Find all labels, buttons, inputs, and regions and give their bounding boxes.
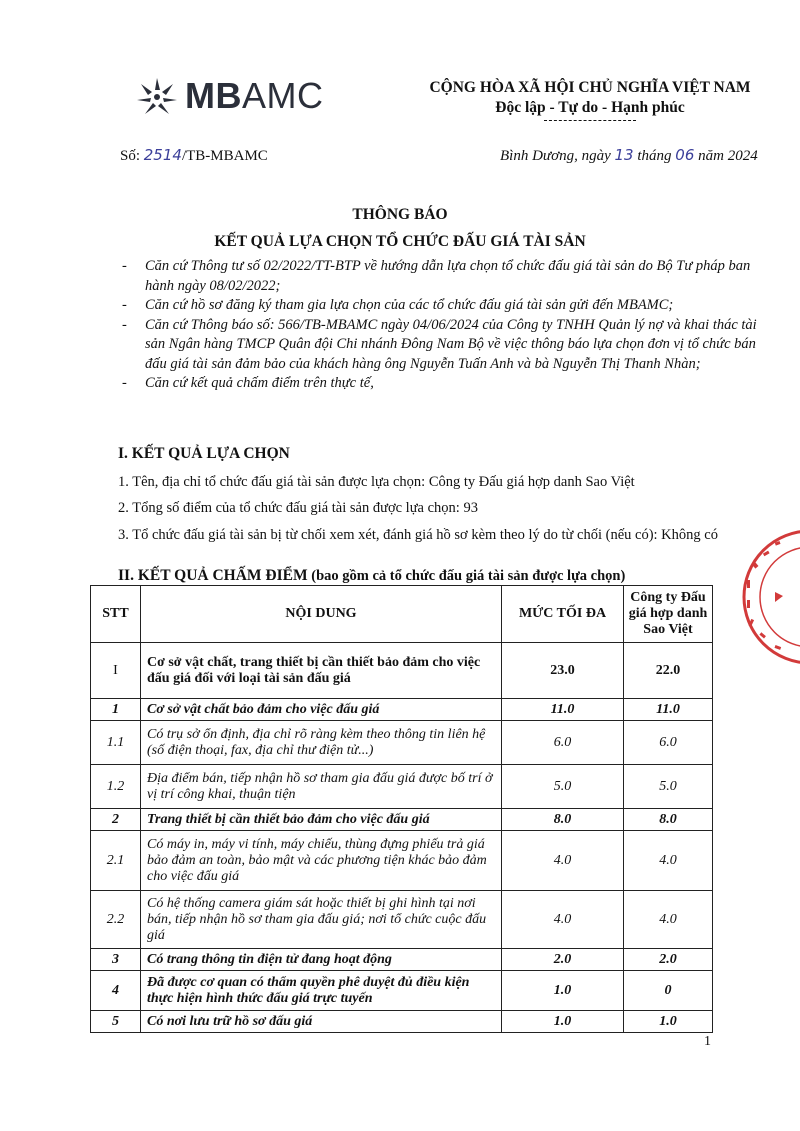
- table-row: [91, 971, 713, 1011]
- cell-content: Cơ sở vật chất, trang thiết bị cần thiết bảo đảm cho việc đấu giá đối với loại tài sản đấu giá: [141, 643, 502, 699]
- nation-motto: Độc lập - Tự do - Hạnh phúc: [495, 99, 685, 116]
- table-header-row: [91, 586, 713, 643]
- cell-company-score: 0: [624, 971, 713, 1011]
- cell-company-score: 1.0: [624, 1011, 713, 1033]
- cell-company-score: 2.0: [624, 949, 713, 971]
- table-row: [91, 809, 713, 831]
- cell-max-score: 6.0: [502, 721, 624, 765]
- result-item-1: 1. Tên, địa chỉ tổ chức đấu giá tài sản được lựa chọn: Công ty Đấu giá hợp danh Sao Việt: [118, 474, 635, 490]
- cell-content: Có nơi lưu trữ hồ sơ đấu giá: [141, 1011, 502, 1033]
- cell-stt: 5: [91, 1011, 141, 1033]
- mbamc-star-icon: [135, 76, 179, 116]
- document-number: Số: 2514/TB-MBAMC: [120, 146, 268, 164]
- cell-content: Có máy in, máy vi tính, máy chiếu, thùng đựng phiếu trả giá bảo đảm an toàn, bảo mật và các phương tiện khác bảo đảm cho việc đấu giá: [141, 831, 502, 891]
- page-number: 1: [704, 1034, 711, 1049]
- cell-content: Trang thiết bị cần thiết bảo đảm cho việc đấu giá: [141, 809, 502, 831]
- cell-stt: 1: [91, 699, 141, 721]
- handwritten-day: 13: [614, 146, 634, 164]
- legal-basis-item: - Căn cứ Thông báo số: 566/TB-MBAMC ngày 04/06/2024 của Công ty TNHH Quản lý nợ và khai thác tài sản Ngân hàng TMCP Quân đội Chi nhánh Đông Nam Bộ về việc thông báo lựa chọn đơn vị tổ chức bán đấu giá tài sản đảm bảo của khách hàng ông Nguyễn Tuấn Anh và bà Nguyễn Thị Thanh Nhàn;: [118, 316, 763, 375]
- cell-company-score: 22.0: [624, 643, 713, 699]
- cell-max-score: 1.0: [502, 1011, 624, 1033]
- section-1-heading: I. KẾT QUẢ LỰA CHỌN: [118, 445, 290, 462]
- cell-stt: 2.2: [91, 891, 141, 949]
- document-subtitle: KẾT QUẢ LỰA CHỌN TỔ CHỨC ĐẤU GIÁ TÀI SẢN: [214, 233, 586, 250]
- cell-stt: 1.2: [91, 765, 141, 809]
- cell-content: Cơ sở vật chất bảo đảm cho việc đấu giá: [141, 699, 502, 721]
- cell-stt: 2: [91, 809, 141, 831]
- document-date: Bình Dương, ngày 13 tháng 06 năm 2024: [500, 146, 758, 164]
- handwritten-month: 06: [675, 146, 695, 164]
- header-max-score: MỨC TỐI ĐA: [502, 586, 624, 643]
- header-content: NỘI DUNG: [141, 586, 502, 643]
- score-table: [90, 585, 713, 1033]
- table-row: [91, 831, 713, 891]
- result-item-3: 3. Tổ chức đấu giá tài sản bị từ chối xem xét, đánh giá hồ sơ kèm theo lý do từ chối (nếu có): Không có: [118, 527, 718, 543]
- cell-max-score: 11.0: [502, 699, 624, 721]
- cell-company-score: 4.0: [624, 891, 713, 949]
- section-2-heading: II. KẾT QUẢ CHẤM ĐIỂM (bao gồm cả tổ chức đấu giá tài sản được lựa chọn): [118, 567, 626, 584]
- logo-text: MBAMC: [185, 75, 324, 116]
- table-row: [91, 721, 713, 765]
- legal-basis-item: - Căn cứ Thông tư số 02/2022/TT-BTP về hướng dẫn lựa chọn tổ chức đấu giá tài sản do Bộ Tư pháp ban hành ngày 08/02/2022;: [118, 257, 763, 296]
- table-row: [91, 765, 713, 809]
- legal-basis-item: - Căn cứ hồ sơ đăng ký tham gia lựa chọn của các tổ chức đấu giá tài sản gửi đến MBAMC;: [118, 296, 763, 316]
- table-row: [91, 891, 713, 949]
- header-stt: STT: [91, 586, 141, 643]
- cell-content: Có hệ thống camera giám sát hoặc thiết bị ghi hình tại nơi bán, tiếp nhận hồ sơ tham gia đấu giá; nơi tổ chức cuộc đấu giá: [141, 891, 502, 949]
- document-title: THÔNG BÁO: [352, 206, 448, 223]
- cell-content: Đã được cơ quan có thẩm quyền phê duyệt đủ điều kiện thực hiện hình thức đấu giá trực tuyến: [141, 971, 502, 1011]
- cell-max-score: 4.0: [502, 891, 624, 949]
- cell-company-score: 4.0: [624, 831, 713, 891]
- cell-company-score: 8.0: [624, 809, 713, 831]
- handwritten-number: 2514: [143, 146, 182, 164]
- company-seal: [735, 522, 800, 672]
- cell-max-score: 2.0: [502, 949, 624, 971]
- cell-max-score: 1.0: [502, 971, 624, 1011]
- cell-stt: 3: [91, 949, 141, 971]
- table-row: [91, 699, 713, 721]
- table-row: [91, 949, 713, 971]
- cell-content: Địa điểm bán, tiếp nhận hồ sơ tham gia đấu giá được bố trí ở vị trí công khai, thuận tiện: [141, 765, 502, 809]
- cell-content: Có trụ sở ổn định, địa chỉ rõ ràng kèm theo thông tin liên hệ (số điện thoại, fax, địa chỉ thư điện tử...): [141, 721, 502, 765]
- legal-basis-item: - Căn cứ kết quả chấm điểm trên thực tế,: [118, 374, 763, 394]
- national-header: [420, 78, 760, 121]
- cell-company-score: 6.0: [624, 721, 713, 765]
- motto-underline: [544, 120, 636, 121]
- cell-company-score: 5.0: [624, 765, 713, 809]
- cell-company-score: 11.0: [624, 699, 713, 721]
- table-row: [91, 1011, 713, 1033]
- cell-stt: 2.1: [91, 831, 141, 891]
- table-row: [91, 643, 713, 699]
- legal-bases-list: [118, 257, 763, 394]
- header-company: Công ty Đấu giá hợp danh Sao Việt: [624, 586, 713, 643]
- cell-stt: 1.1: [91, 721, 141, 765]
- company-logo: [135, 75, 324, 117]
- cell-max-score: 8.0: [502, 809, 624, 831]
- result-item-2: 2. Tổng số điểm của tổ chức đấu giá tài sản được lựa chọn: 93: [118, 500, 478, 516]
- cell-max-score: 4.0: [502, 831, 624, 891]
- cell-content: Có trang thông tin điện tử đang hoạt động: [141, 949, 502, 971]
- cell-max-score: 5.0: [502, 765, 624, 809]
- cell-max-score: 23.0: [502, 643, 624, 699]
- cell-stt: 4: [91, 971, 141, 1011]
- nation-name: CỘNG HÒA XÃ HỘI CHỦ NGHĨA VIỆT NAM: [429, 79, 751, 96]
- cell-stt: I: [91, 643, 141, 699]
